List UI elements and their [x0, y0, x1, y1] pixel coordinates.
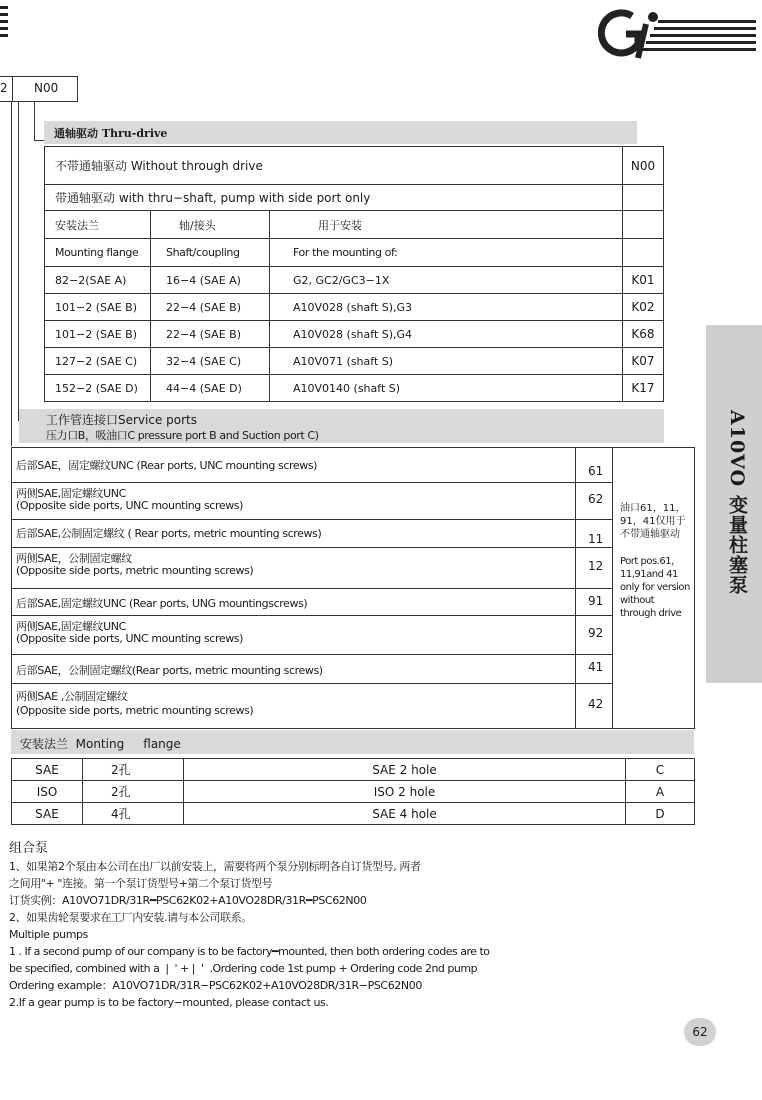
- row-mount: A10V071 (shaft S): [270, 348, 623, 375]
- row-shaft: 16−4 (SAE A): [151, 267, 270, 294]
- notes-line: 1 . If a second pump of our company is to be factory━mounted, then both ordering codes are to: [9, 945, 490, 958]
- port-row: 两侧SAE，公制固定螺纹 (Opposite side ports, metric mounting screws) 12: [12, 548, 612, 589]
- notes-title: 组合泵: [9, 841, 49, 856]
- flange-std: SAE: [12, 803, 83, 825]
- notes-line: 订货实例：A10VO71DR/31R━PSC62K02+A10VO28DR/31R━PSC62N00: [9, 894, 367, 907]
- row-flange: 82−2(SAE A): [45, 267, 151, 294]
- notes-line: 2.If a gear pump is to be factory−mounted, please contact us.: [9, 996, 329, 1009]
- row-shaft: 32−4 (SAE C): [151, 348, 270, 375]
- flange-code: C: [626, 759, 695, 781]
- without-drive-label: 不带通轴驱动 Without through drive: [45, 147, 623, 185]
- port-row: 两侧SAE,固定螺纹UNC (Opposite side ports, UNC mounting screws) 92: [12, 616, 612, 655]
- row-flange: 152−2 (SAE D): [45, 375, 151, 402]
- mounting-flange-table: [11, 758, 695, 825]
- row-flange: 101−2 (SAE B): [45, 321, 151, 348]
- notes-line: 2、如果齿轮泵要求在工厂内安装.请与本公司联系。: [9, 911, 252, 924]
- side-tab-label: A10VO 变量柱塞泵: [726, 410, 748, 595]
- row-mount: A10V028 (shaft S),G4: [270, 321, 623, 348]
- col-header-mount-en: For the mounting of:: [270, 239, 623, 267]
- col-header-flange-cn: 安装法兰: [45, 211, 151, 239]
- row-code: K17: [623, 375, 664, 402]
- order-code-box: [0, 76, 78, 102]
- flange-desc: SAE 2 hole: [184, 759, 626, 781]
- company-logo: [598, 8, 758, 60]
- row-mount: A10V0140 (shaft S): [270, 375, 623, 402]
- notes-line: Ordering example：A10VO71DR/31R−PSC62K02+A10VO28DR/31R−PSC62N00: [9, 979, 422, 992]
- thru-drive-table: [44, 146, 664, 402]
- port-row: 两侧SAE ,公制固定螺纹 (Opposite side ports, metric mounting screws) 42: [16, 690, 604, 717]
- notes-line: 1、如果第2个泵由本公司在出厂以前安装上，需要将两个泵分别标明各自订货型号, 两者: [9, 860, 421, 873]
- col-header-mount-cn: 用于安装: [270, 211, 623, 239]
- col-header-shaft-cn: 轴/接头: [151, 211, 270, 239]
- order-code-n00: N00: [34, 81, 59, 95]
- port-row: 后部SAE,公制固定螺纹 ( Rear ports, metric mounting screws) 11: [12, 520, 612, 548]
- flange-holes: 4孔: [83, 803, 184, 825]
- service-ports-table: [11, 447, 695, 729]
- row-code: K02: [623, 294, 664, 321]
- notes-line: be specified, combined with a | ' + | ' .Ordering code 1st pump + Ordering code 2nd pump: [9, 962, 478, 975]
- row-code: K07: [623, 348, 664, 375]
- notes-section: [9, 840, 569, 1011]
- code-n00: N00: [623, 147, 664, 185]
- left-edge-marks: [0, 6, 8, 50]
- page-number-badge: [684, 1018, 716, 1046]
- mounting-flange-header: 安装法兰 Monting flange: [11, 730, 694, 754]
- thru-drive-header: 通轴驱动 Thru-drive: [44, 121, 637, 144]
- connector-line: [18, 101, 19, 421]
- flange-holes: 2孔: [83, 781, 184, 803]
- flange-std: SAE: [12, 759, 83, 781]
- order-code-prefix: 2: [0, 81, 8, 95]
- side-tab: [706, 325, 762, 683]
- port-row: 后部SAE,固定螺纹UNC (Rear ports, UNG mountingscrews) 91: [12, 589, 612, 616]
- with-drive-label: 带通轴驱动 with thru−shaft, pump with side port only: [45, 185, 623, 211]
- port-row: 两侧SAE,固定螺纹UNC (Opposite side ports, UNC mounting screws) 62: [12, 483, 612, 520]
- service-ports-header: 工作管连接口Service ports 压力口B，吸油口C pressure port B and Suction port C): [19, 409, 664, 443]
- row-shaft: 44−4 (SAE D): [151, 375, 270, 402]
- port-row: 后部SAE，固定螺纹UNC (Rear ports, UNC mounting screws) 61: [12, 448, 612, 483]
- row-flange: 101−2 (SAE B): [45, 294, 151, 321]
- col-header-flange-en: Mounting flange: [45, 239, 151, 267]
- row-code: K01: [623, 267, 664, 294]
- row-mount: G2, GC2/GC3−1X: [270, 267, 623, 294]
- connector-line: [34, 140, 44, 141]
- row-code: K68: [623, 321, 664, 348]
- connector-line: [34, 101, 35, 141]
- flange-holes: 2孔: [83, 759, 184, 781]
- flange-desc: ISO 2 hole: [184, 781, 626, 803]
- row-shaft: 22−4 (SAE B): [151, 321, 270, 348]
- notes-line: Multiple pumps: [9, 928, 88, 941]
- flange-code: D: [626, 803, 695, 825]
- notes-line: 之间用"+ "连接。第一个泵订货型号+第二个泵订货型号: [9, 877, 273, 890]
- flange-desc: SAE 4 hole: [184, 803, 626, 825]
- row-mount: A10V028 (shaft S),G3: [270, 294, 623, 321]
- page-number: 62: [692, 1025, 708, 1039]
- port-row: 后部SAE，公制固定螺纹(Rear ports, metric mounting screws) 41: [12, 655, 612, 684]
- port-note: 油口61，11， 91，41仅用于 不带通轴驱动 Port pos.61， 11,91and 41 only for version without through drive: [620, 503, 690, 619]
- row-shaft: 22−4 (SAE B): [151, 294, 270, 321]
- flange-std: ISO: [12, 781, 83, 803]
- connector-line: [11, 101, 12, 446]
- flange-code: A: [626, 781, 695, 803]
- col-header-shaft-en: Shaft/coupling: [151, 239, 270, 267]
- row-flange: 127−2 (SAE C): [45, 348, 151, 375]
